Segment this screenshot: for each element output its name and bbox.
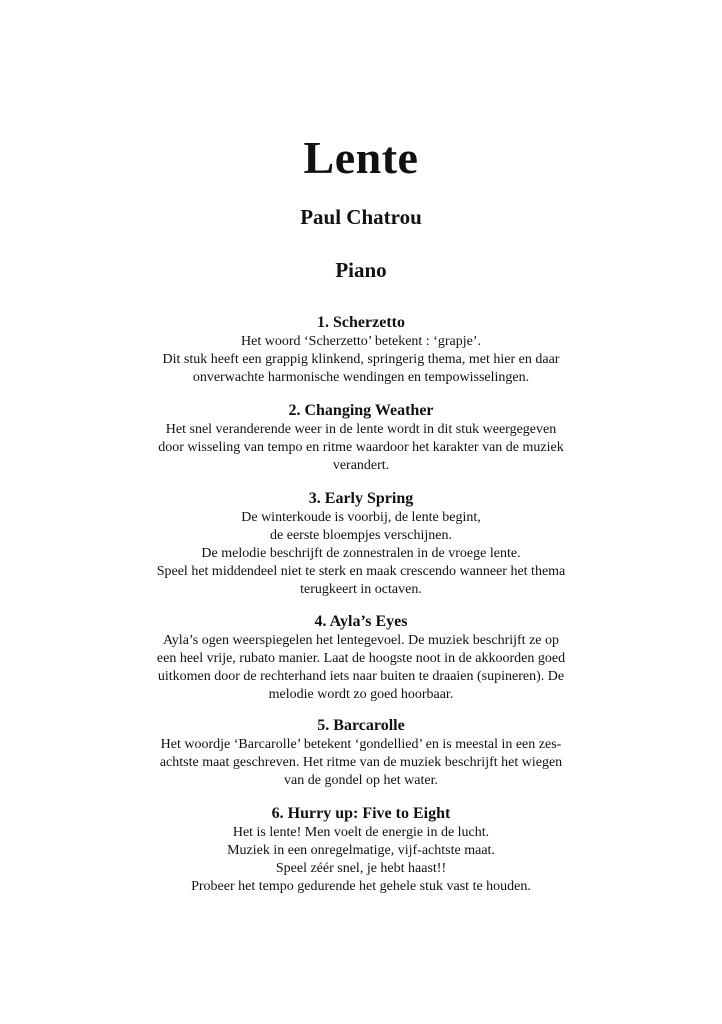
piece-description-line: de eerste bloempjes verschijnen. bbox=[270, 528, 452, 543]
piece-description-line: melodie wordt zo goed hoorbaar. bbox=[268, 687, 454, 702]
piece-description-line: verandert. bbox=[332, 458, 390, 473]
piece-description-line: Het snel veranderende weer in de lente wordt in dit stuk weergegeven bbox=[165, 422, 557, 437]
piece-section bbox=[0, 612, 722, 704]
piece-description-line: Dit stuk heeft een grappig klinkend, springerig thema, met hier en daar bbox=[162, 352, 560, 367]
composer-name: Paul Chatrou bbox=[300, 205, 422, 229]
piece-description-line: door wisseling van tempo en ritme waardoor het karakter van de muziek bbox=[158, 440, 564, 455]
piece-description-line: een heel vrije, rubato manier. Laat de hoogste noot in de akkoorden goed bbox=[156, 651, 566, 666]
piece-description-line: achtste maat geschreven. Het ritme van de muziek beschrijft het wiegen bbox=[159, 755, 563, 770]
piece-description-line: uitkomen door de rechterhand iets naar buiten te draaien (supineren). De bbox=[157, 669, 565, 684]
instrument-name: Piano bbox=[335, 258, 387, 282]
document-title: Lente bbox=[303, 132, 419, 183]
piece-section bbox=[0, 401, 722, 475]
piece-title: 3. Early Spring bbox=[308, 490, 414, 507]
piece-description-line: Probeer het tempo gedurende het gehele stuk vast te houden. bbox=[191, 879, 531, 894]
piece-description-line: Ayla’s ogen weerspiegelen het lentegevoel. De muziek beschrijft ze op bbox=[162, 633, 559, 648]
piece-description-line: Speel het middendeel niet te sterk en maak crescendo wanneer het thema bbox=[156, 564, 566, 579]
piece-title: 5. Barcarolle bbox=[317, 717, 405, 734]
piece-description-line: Het woord ‘Scherzetto’ betekent : ‘grapje’. bbox=[241, 334, 481, 349]
piece-title: 1. Scherzetto bbox=[317, 314, 405, 331]
piece-description-line: Het is lente! Men voelt de energie in de lucht. bbox=[232, 825, 490, 840]
piece-description-line: Speel zéér snel, je hebt haast!! bbox=[275, 861, 447, 876]
piece-section bbox=[0, 804, 722, 896]
piece-description-line: onverwachte harmonische wendingen en tempowisselingen. bbox=[192, 370, 530, 385]
piece-section bbox=[0, 313, 722, 387]
piece-section bbox=[0, 489, 722, 599]
piece-description-line: Het woordje ‘Barcarolle’ betekent ‘gondellied’ en is meestal in een zes- bbox=[160, 737, 562, 752]
piece-title: 2. Changing Weather bbox=[288, 402, 434, 419]
piece-description-line: terugkeert in octaven. bbox=[300, 582, 422, 597]
piece-description-line: De melodie beschrijft de zonnestralen in de vroege lente. bbox=[201, 546, 521, 561]
piece-section bbox=[0, 716, 722, 790]
piece-title: 4. Ayla’s Eyes bbox=[314, 613, 408, 630]
piece-description-line: van de gondel op het water. bbox=[284, 773, 438, 788]
piece-description-line: De winterkoude is voorbij, de lente begint, bbox=[241, 510, 481, 525]
piece-description-line: Muziek in een onregelmatige, vijf-achtste maat. bbox=[227, 843, 495, 858]
piece-title: 6. Hurry up: Five to Eight bbox=[271, 805, 451, 822]
